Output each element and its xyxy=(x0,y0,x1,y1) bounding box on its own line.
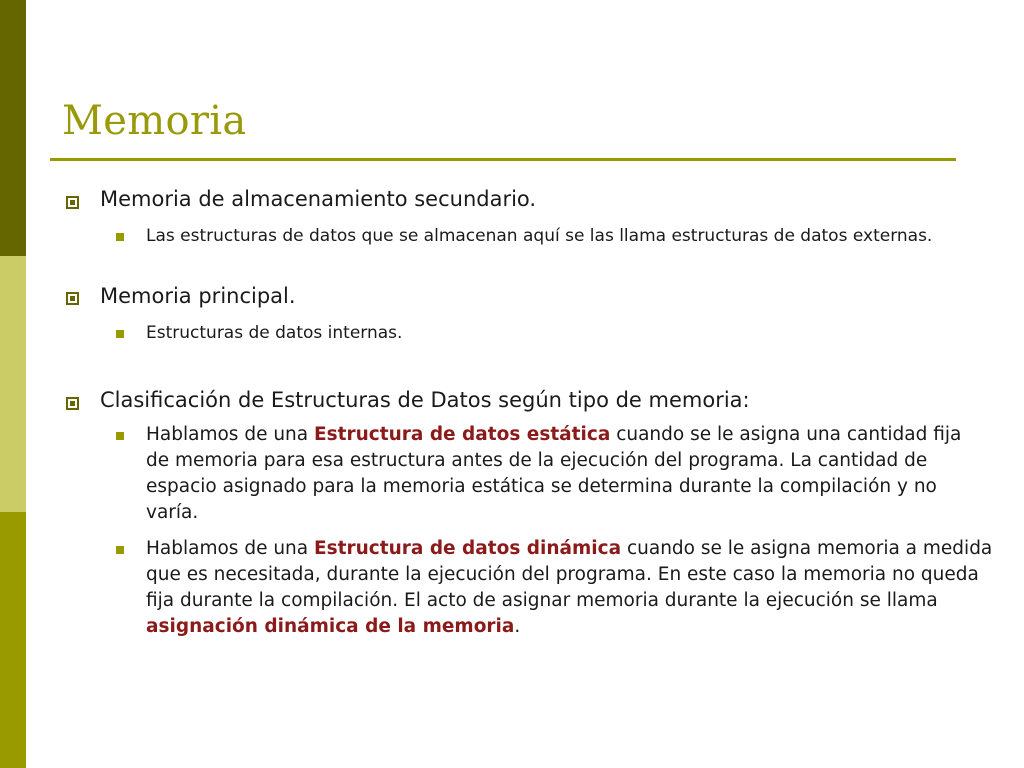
text-segment: Hablamos de una xyxy=(146,424,314,445)
square-bullet-icon xyxy=(116,330,124,338)
square-bullet-icon xyxy=(116,432,124,440)
bullet-memoria-principal: Memoria principal. xyxy=(100,284,296,308)
highlight-dinamica: Estructura de datos dinámica xyxy=(314,538,622,559)
sub-bullet-estructuras-internas: Estructuras de datos internas. xyxy=(146,323,403,343)
side-bar-middle xyxy=(0,256,26,512)
text-segment: . xyxy=(514,616,521,637)
highlight-asignacion-dinamica: asignación dinámica de la memoria xyxy=(146,616,515,637)
bullet-clasificacion: Clasificación de Estructuras de Datos según tipo de memoria: xyxy=(100,388,750,412)
box-bullet-icon xyxy=(66,196,79,209)
sub-bullet-dinamica xyxy=(146,536,996,640)
sub-bullet-estatica xyxy=(146,422,976,526)
square-bullet-icon xyxy=(116,546,124,554)
side-bar-top xyxy=(0,0,26,256)
text-segment: cuando se le asigna una cantidad fija de memoria para esa estructura antes de la ejecución del programa. La cantidad de espacio asignado para la memoria estática se determina durante la compilación y no varía. xyxy=(146,424,962,523)
slide-title: Memoria xyxy=(62,98,247,144)
title-underline xyxy=(50,158,956,161)
sub-bullet-estructuras-externas: Las estructuras de datos que se almacenan aquí se las llama estructuras de datos externas. xyxy=(146,226,933,246)
text-segment: cuando se le asigna memoria a medida que es necesitada, durante la ejecución del programa. En este caso la memoria no queda fija durante la compilación. El acto de asignar memoria durante la ejecución se llama xyxy=(146,538,993,611)
square-bullet-icon xyxy=(116,233,124,241)
side-bar-bottom xyxy=(0,512,26,768)
bullet-memoria-secundaria: Memoria de almacenamiento secundario. xyxy=(100,187,537,211)
highlight-estatica: Estructura de datos estática xyxy=(314,424,611,445)
box-bullet-icon xyxy=(66,397,79,410)
box-bullet-icon xyxy=(66,292,79,305)
text-segment: Hablamos de una xyxy=(146,538,314,559)
